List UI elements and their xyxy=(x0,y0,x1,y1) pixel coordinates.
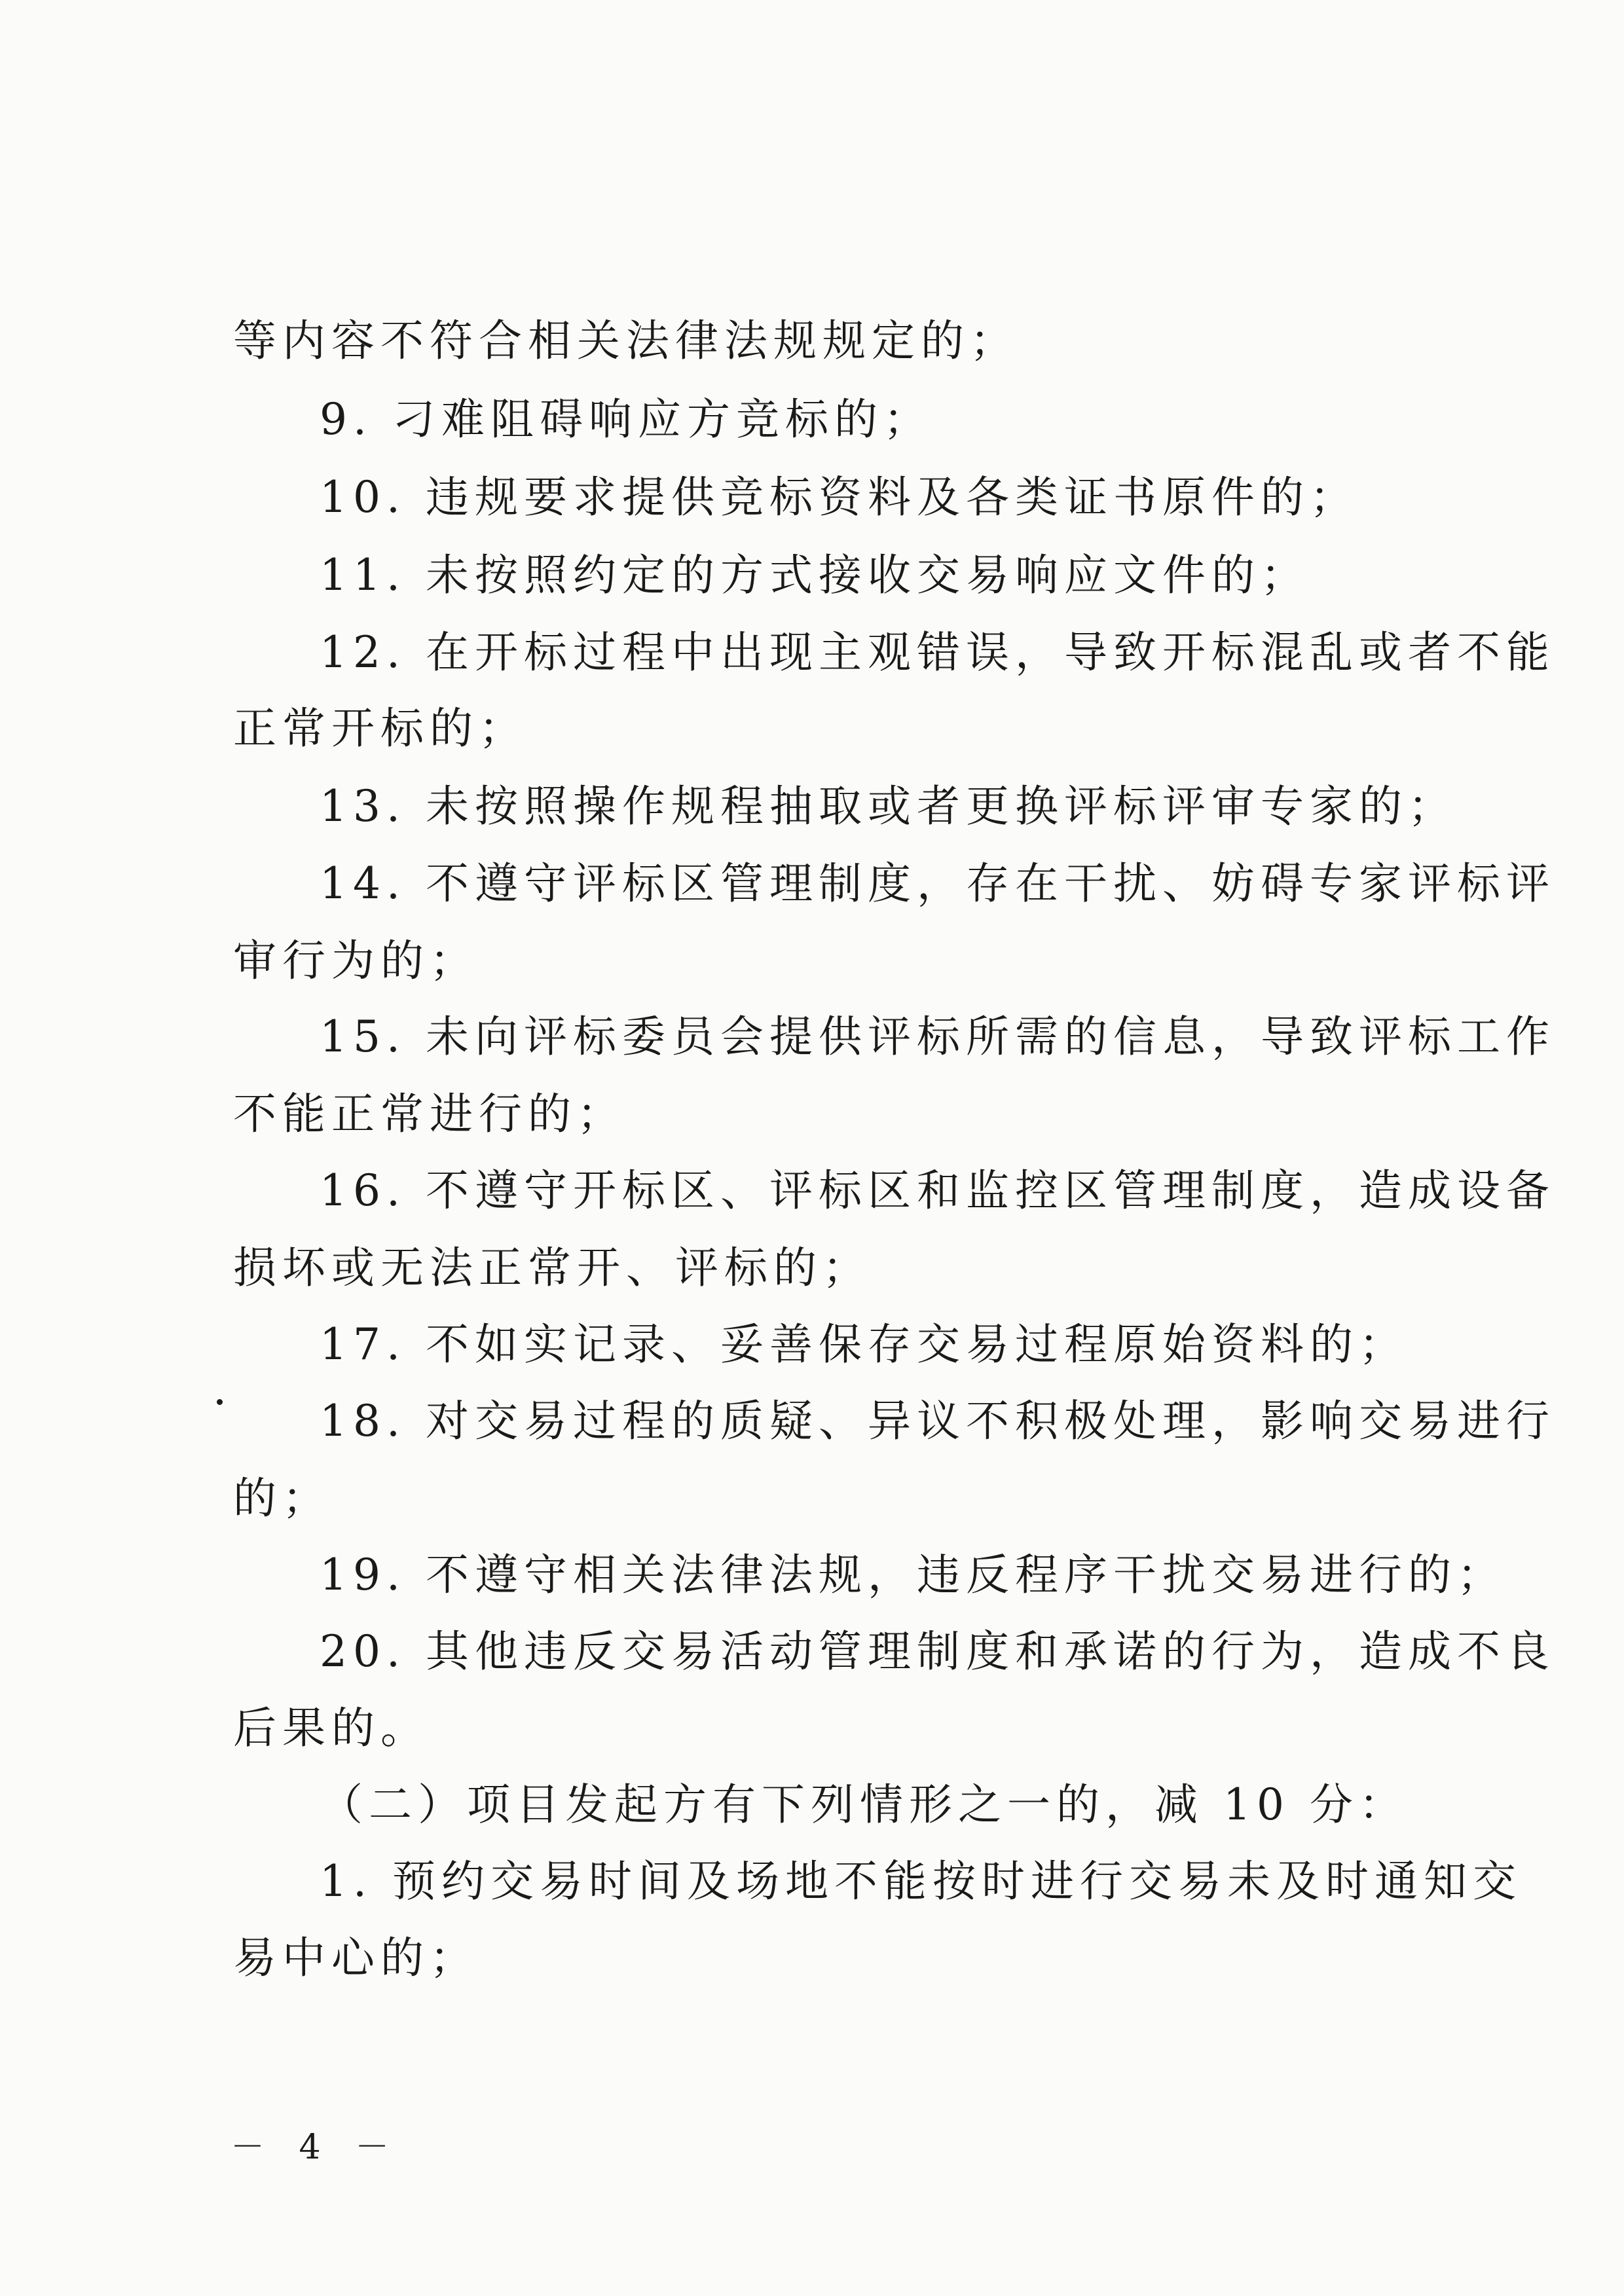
list-item-18-continuation: 的； xyxy=(233,1473,331,1523)
section-heading-2: （二）项目发起方有下列情形之一的，减 10 分： xyxy=(320,1779,1408,1830)
list-item-12-continuation: 正常开标的； xyxy=(233,703,528,754)
list-item-15-continuation: 不能正常进行的； xyxy=(233,1089,626,1139)
list-item-16: 16. 不遵守开标区、评标区和监控区管理制度，造成设备 xyxy=(320,1165,1555,1216)
list-item-20: 20. 其他违反交易活动管理制度和承诺的行为，造成不良 xyxy=(320,1626,1555,1677)
list-item-13: 13. 未按照操作规程抽取或者更换评标评审专家的； xyxy=(320,781,1457,831)
sub-item-1-continuation: 易中心的； xyxy=(233,1933,479,1983)
list-item-9: 9. 刁难阻碍响应方竞标的； xyxy=(320,394,932,445)
list-item-17: 17. 不如实记录、妥善保存交易过程原始资料的； xyxy=(320,1319,1408,1370)
list-item-14-continuation: 审行为的； xyxy=(233,936,479,986)
list-item-15: 15. 未向评标委员会提供评标所需的信息，导致评标工作 xyxy=(320,1011,1555,1062)
list-item-10: 10. 违规要求提供竞标资料及各类证书原件的； xyxy=(320,472,1359,522)
list-item-11: 11. 未按照约定的方式接收交易响应文件的； xyxy=(320,550,1310,600)
scan-speck xyxy=(217,1399,223,1405)
page-number: － 4 － xyxy=(231,2128,401,2167)
list-item-14: 14. 不遵守评标区管理制度，存在干扰、妨碍专家评标评 xyxy=(320,858,1555,909)
list-item-20-continuation: 后果的。 xyxy=(233,1703,430,1753)
list-item-16-continuation: 损坏或无法正常开、评标的； xyxy=(233,1243,872,1293)
list-item-12: 12. 在开标过程中出现主观错误，导致开标混乱或者不能 xyxy=(320,627,1555,678)
sub-item-1: 1. 预约交易时间及场地不能按时进行交易未及时通知交 xyxy=(320,1856,1522,1906)
list-item-19: 19. 不遵守相关法律法规，违反程序干扰交易进行的； xyxy=(320,1550,1506,1600)
paragraph-line-continuation: 等内容不符合相关法律法规规定的； xyxy=(233,316,1019,366)
list-item-18: 18. 对交易过程的质疑、异议不积极处理，影响交易进行 xyxy=(320,1396,1555,1446)
